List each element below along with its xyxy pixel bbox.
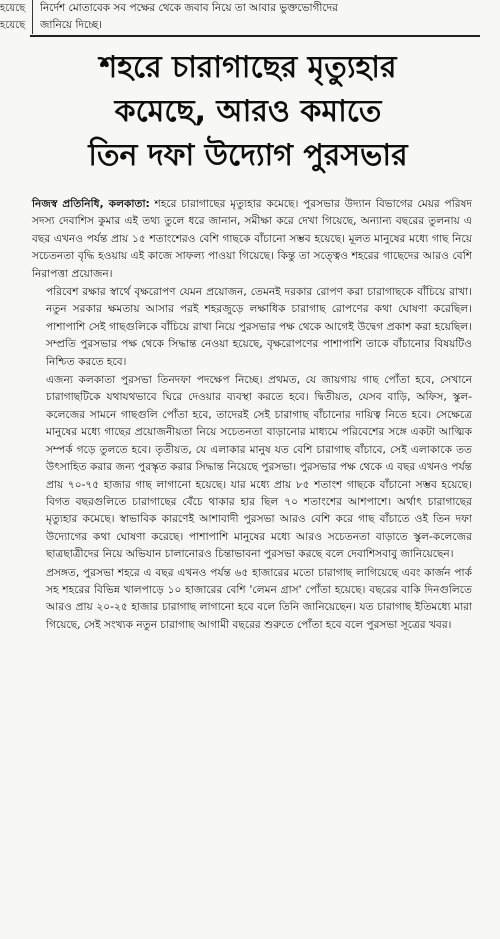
article-paragraph-1 (32, 196, 472, 283)
continuation-line: জানিয়ে দিচ্ছে। (40, 19, 102, 31)
side-column-fragment (0, 0, 30, 34)
previous-article-strip (0, 0, 500, 36)
headline-line-1: শহরে চারাগাছের মৃত্যুহার (99, 50, 397, 85)
column-divider (32, 0, 33, 34)
previous-article-continuation (40, 0, 480, 34)
section-rule (30, 35, 480, 37)
article-paragraph-2: পরিবেশ রক্ষার স্বার্থে বৃক্ষরোপণ যেমন প্রয়োজন, তেমনই দরকার রোপণ করা চারাগাছকে বাঁচিয়ে রাখা। নতুন সরকার ক্ষমতায় আসার পরই শহরজুড়ে লক্ষাধিক চারাগাছ রোপণের কথা ঘোষণা করেছিল। পাশাপাশি সেই গাছগুলিকে বাঁচিয়ে রাখা নিয়ে পুরসভার পক্ষ থেকে আগেই উদ্বেগ প্রকাশ করা হয়েছিল। সম্প্রতি পুরসভার পক্ষ থেকে সিদ্ধান্ত নেওয়া হয়েছে, বৃক্ষরোপণের পাশাপাশি তাকে বাঁচানোর বিষয়টিও নিশ্চিত করতে হবে। (46, 286, 472, 368)
byline: নিজস্ব প্রতিনিধি, কলকাতা: (32, 198, 150, 210)
side-line: হয়েছে (0, 20, 26, 31)
headline-line-3: তিন দফা উদ্যোগ পুরসভার (88, 138, 408, 173)
article-paragraph-3: এজন্য কলকাতা পুরসভা তিনদফা পদক্ষেপ নিচ্ছে। প্রথমত, যে জায়গায় গাছ পোঁতা হবে, সেখানে চারাগাছটিকে যথাযথভাবে ঘিরে দেওয়ার ব্যবস্থা করতে হবে। দ্বিতীয়ত, যেসব বাড়ি, অফিস, স্কুল-কলেজের সামনে গাছগুলি পোঁতা হবে, তাদেরই সেই চারাগাছ বাঁচানোর দায়িত্ব নিতে হবে। সেক্ষেত্রে মানুষের মধ্যে গাছের প্রয়োজনীয়তা নিয়ে সচেতনতা বাড়ানোর মাধ্যমে পরিবেশের সঙ্গে একটা আত্মিক সম্পর্ক গড়ে তুলতে হবে। তৃতীয়ত, যে এলাকার মানুষ যত বেশি চারাগাছ বাঁচাবে, সেই এলাকাকে তত উৎসাহিত করার জন্য পুরস্কৃত করার সিদ্ধান্ত নিয়েছে পুরসভা। পুরসভার পক্ষ থেকে এ বছর এখনও পর্যন্ত প্রায় ৭০-৭৫ হাজার গাছ লাগানো হয়েছে। যার মধ্যে প্রায় ৮৫ শতাংশ গাছকে বাঁচানো সম্ভব হয়েছে। বিগত বছরগুলিতে চারাগাছের বেঁচে থাকার হার ছিল ৭০ শতাংশের আশপাশে। অর্থাৎ চারাগাছের মৃত্যুহার কমেছে। স্বাভাবিক কারণেই আশাবাদী পুরসভা আরও বেশি করে গাছ বাঁচাতে ওই তিন দফা উদ্যোগের কথা ঘোষণা করেছে। পাশাপাশি মানুষের মধ্যে আরও সচেতনতা বাড়াতে স্কুল-কলেজের ছাত্রছাত্রীদের নিয়ে অভিযান চালানোরও চিন্তাভাবনা পুরসভা করছে বলে দেবাশিসবাবু জানিয়েছেন। (46, 374, 472, 561)
side-line: হয়েছে (0, 3, 26, 14)
continuation-line: নির্দেশ মোতাবেক সব পক্ষের থেকে জবাব নিয়ে তা আবার ভুক্তভোগীদের (40, 2, 338, 14)
headline-line-2: কমেছে, আরও কমাতে (114, 94, 382, 129)
article-headline (28, 46, 468, 178)
article-paragraph-4: প্রসঙ্গত, পুরসভা শহরে এ বছর এখনও পর্যন্ত ৬৫ হাজারের মতো চারাগাছ লাগিয়েছে এবং কার্জন পার্ক সহ শহরের বিভিন্ন খালপাড়ে ১০ হাজারের বেশি 'লেমন গ্রাস' পোঁতা হয়েছে। বছরের বাকি দিনগুলিতে আরও প্রায় ২০-২৫ হাজার চারাগাছ লাগানো হবে বলে তিনি জানিয়েছেন। যত চারাগাছ ইতিমধ্যে মারা গিয়েছে, সেই সংখ্যক নতুন চারাগাছ আগামী বছরের শুরুতে পোঁতা হবে বলে পুরসভা সূত্রের খবর। (46, 566, 472, 631)
paragraph-text: শহরে চারাগাছের মৃত্যুহার কমেছে। পুরসভার উদ্যান বিভাগের মেয়র পরিষদ সদস্য দেবাশিস কুমার এই তথ্য তুলে ধরে জানান, সমীক্ষা করে দেখা গিয়েছে, অন্যান্য বছরের তুলনায় এ বছর এখনও পর্যন্ত প্রায় ১৫ শতাংশেরও বেশি গাছকে বাঁচানো সম্ভব হয়েছে। মূলত মানুষের মধ্যে গাছ নিয়ে সচেতনতা বৃদ্ধি হওয়ায় এই কাজে সাফল্য পাওয়া গিয়েছে। কিন্তু তা সত্ত্বেও শহরের গাছেদের আরও বেশি নিরাপত্তা প্রয়োজন। (32, 198, 472, 280)
article-body (32, 196, 472, 635)
